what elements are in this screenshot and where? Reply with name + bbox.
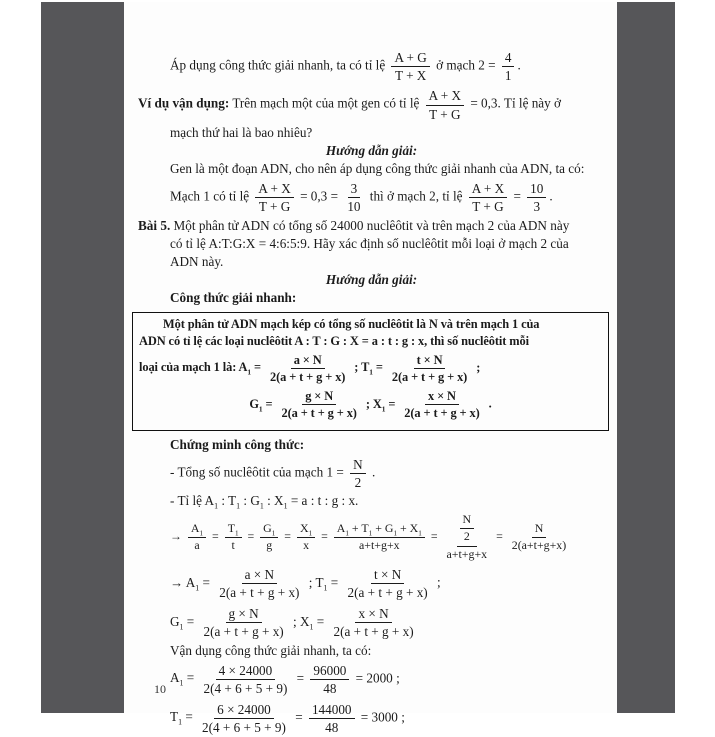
text-run: . bbox=[517, 57, 521, 73]
fraction-numerator: $X_1$ bbox=[297, 522, 315, 538]
fraction bbox=[199, 702, 289, 735]
fraction-denominator: 2(a + t + g + x) bbox=[404, 406, 480, 421]
vi-du-van-dung-line bbox=[138, 86, 605, 123]
text-run: = bbox=[209, 529, 222, 544]
fraction-denominator: 2 bbox=[354, 474, 362, 490]
text-run: Bài 5. bbox=[138, 218, 171, 234]
fraction bbox=[225, 522, 242, 552]
text-line bbox=[138, 643, 605, 660]
proof-label bbox=[138, 437, 605, 454]
page-content bbox=[138, 48, 605, 737]
apply-formula-line bbox=[138, 48, 605, 85]
text-run: Chứng minh công thức: bbox=[170, 436, 305, 452]
fraction-denominator: a+t+g+x bbox=[446, 546, 488, 561]
text-line bbox=[139, 334, 602, 350]
fraction-denominator: 2(a + t + g + x) bbox=[391, 369, 468, 384]
fraction-numerator bbox=[457, 513, 478, 546]
text-run: - Tỉ lệ $A_1$ : $T_1$ : $G_1$ : $X_1 = a$ : t : g : x. bbox=[170, 493, 359, 512]
text-line bbox=[138, 455, 605, 492]
chained-equation-line bbox=[138, 511, 605, 563]
mach-1-ratio-line bbox=[138, 179, 605, 216]
fraction-numerator: t × N bbox=[371, 567, 404, 584]
text-run: $G_1$ = bbox=[249, 396, 276, 414]
fraction bbox=[344, 181, 363, 214]
text-run: = bbox=[510, 188, 525, 204]
text-run: Công thức giải nhanh: bbox=[170, 290, 297, 306]
fraction bbox=[460, 513, 475, 543]
text-run: = bbox=[293, 670, 308, 686]
fraction bbox=[426, 88, 464, 121]
fraction bbox=[255, 181, 293, 214]
fraction bbox=[309, 702, 355, 735]
text-run: ; $X_1$ = bbox=[289, 613, 328, 632]
text-run: Áp dụng công thức giải nhanh, ta có tỉ lệ bbox=[170, 57, 389, 73]
fraction-numerator: N bbox=[350, 457, 366, 474]
fraction bbox=[216, 567, 302, 600]
fraction-denominator: 2(4 + 6 + 5 + 9) bbox=[202, 719, 286, 735]
text-run: = 2000 ; bbox=[352, 670, 400, 686]
fraction-numerator: N bbox=[460, 513, 475, 529]
text-run: Vận dụng công thức giải nhanh, ta có: bbox=[170, 642, 372, 658]
text-line bbox=[139, 351, 602, 387]
fraction-numerator: 96000 bbox=[310, 663, 349, 680]
text-run: Gen là một đoạn ADN, cho nên áp dụng công thức giải nhanh của ADN, ta có: bbox=[170, 161, 585, 177]
text-run: ; bbox=[473, 360, 481, 375]
fraction-denominator: 48 bbox=[323, 680, 337, 696]
text-run: = bbox=[281, 529, 294, 544]
fraction-numerator: a × N bbox=[242, 567, 277, 584]
text-line bbox=[138, 661, 605, 698]
text-run: mạch thứ hai là bao nhiêu? bbox=[170, 125, 313, 141]
fraction bbox=[334, 522, 425, 552]
fraction-denominator: 2(a + t + g + x) bbox=[347, 585, 428, 601]
fraction bbox=[391, 50, 429, 83]
fraction-denominator: g bbox=[266, 537, 273, 552]
text-run: → $A_1$ = bbox=[170, 574, 214, 593]
text-run: có tỉ lệ A:T:G:X = 4:6:5:9. Hãy xác định số nuclêôtit mỗi loại ở mạch 2 của bbox=[170, 236, 569, 252]
section-heading bbox=[138, 143, 605, 160]
fraction-numerator: g × N bbox=[226, 606, 262, 623]
fraction bbox=[297, 522, 315, 552]
text-run: - Tổng số nuclêôtit của mạch 1 = bbox=[170, 464, 348, 480]
text-run: Một phân tử ADN có tổng số 24000 nuclêôtit và trên mạch 2 của ADN này bbox=[170, 218, 570, 234]
text-run: Ví dụ vận dụng: bbox=[138, 96, 230, 112]
fraction-numerator: x × N bbox=[425, 389, 459, 405]
fraction bbox=[260, 522, 278, 552]
fraction-numerator: 3 bbox=[348, 181, 361, 198]
fraction bbox=[401, 389, 482, 421]
fraction bbox=[201, 663, 291, 696]
fraction bbox=[345, 567, 431, 600]
fraction-denominator: a bbox=[194, 537, 200, 552]
fraction bbox=[330, 606, 416, 639]
fraction-denominator: T + G bbox=[429, 106, 461, 122]
fraction-numerator: 10 bbox=[527, 181, 546, 198]
fraction bbox=[502, 50, 515, 83]
fraction-denominator: 10 bbox=[347, 199, 361, 215]
page-number: 10 bbox=[154, 682, 166, 696]
text-run: $A_1$ = bbox=[170, 670, 198, 689]
text-line bbox=[139, 387, 602, 423]
fraction-denominator: t bbox=[231, 537, 235, 552]
fraction-numerator: $A_1$ bbox=[188, 522, 206, 538]
text-line bbox=[138, 161, 605, 178]
fraction-denominator: a+t+g+x bbox=[359, 537, 400, 552]
fraction-denominator: T + G bbox=[258, 199, 291, 215]
text-line bbox=[138, 236, 605, 253]
fraction bbox=[527, 181, 546, 214]
fraction-denominator: 2(a+t+g+x) bbox=[511, 537, 567, 552]
fraction bbox=[509, 522, 569, 552]
fraction-numerator: A + X bbox=[255, 181, 293, 198]
text-run: = bbox=[244, 529, 258, 544]
text-line bbox=[138, 604, 605, 641]
fraction bbox=[310, 663, 349, 696]
fraction bbox=[444, 513, 491, 561]
text-run: = bbox=[318, 529, 331, 544]
fraction bbox=[350, 457, 366, 490]
text-run: = 0,3. Tỉ lệ này ở bbox=[467, 96, 562, 112]
fraction bbox=[201, 606, 287, 639]
text-run: = bbox=[493, 529, 506, 544]
quick-formula-label bbox=[138, 290, 605, 307]
fraction-denominator: x bbox=[303, 537, 310, 552]
text-run: ADN có tỉ lệ các loại nuclêôtit A : T : G : X = a : t : g : x, thì số nuclêôtit mỗi bbox=[139, 333, 529, 348]
fraction-denominator: T + X bbox=[394, 67, 427, 83]
fraction-denominator: T + G bbox=[472, 199, 504, 215]
text-run: . bbox=[549, 188, 553, 204]
fraction-numerator: t × N bbox=[414, 353, 446, 369]
text-line bbox=[138, 565, 605, 602]
fraction-denominator: 48 bbox=[325, 719, 339, 735]
text-run: = bbox=[427, 529, 441, 544]
text-run: → bbox=[170, 529, 185, 544]
text-run: ; $T_1$ = bbox=[305, 574, 342, 593]
fraction-numerator: A + X bbox=[426, 88, 464, 105]
text-run: Trên mạch một của một gen có tỉ lệ bbox=[229, 96, 423, 112]
fraction-denominator: 3 bbox=[533, 199, 541, 215]
fraction-numerator: $G_1$ bbox=[260, 522, 278, 538]
text-run: Mạch 1 có tỉ lệ bbox=[170, 188, 253, 204]
text-run: ở mạch 2 = bbox=[432, 57, 499, 73]
fraction bbox=[267, 353, 348, 385]
fraction-denominator: 2(a + t + g + x) bbox=[281, 406, 357, 421]
text-line bbox=[138, 125, 605, 142]
text-run: = 3000 ; bbox=[357, 709, 405, 725]
text-run: = 0,3 = bbox=[296, 188, 342, 204]
fraction-numerator: 144000 bbox=[309, 702, 355, 719]
text-run: Hướng dẫn giải: bbox=[325, 272, 418, 288]
fraction-numerator: 6 × 24000 bbox=[214, 702, 274, 719]
fraction-denominator: 2 bbox=[463, 529, 470, 544]
text-block bbox=[138, 437, 605, 737]
text-run: loại của mạch 1 là: $A_1$ = bbox=[139, 360, 264, 377]
text-run: ; bbox=[433, 574, 441, 590]
fraction-denominator: 2(a + t + g + x) bbox=[219, 585, 300, 601]
text-run: $G_1$ = bbox=[170, 613, 198, 632]
text-block bbox=[138, 48, 605, 307]
text-line bbox=[138, 700, 605, 737]
fraction-numerator: g × N bbox=[302, 389, 336, 405]
text-run: Một phân tử ADN mạch kép có tổng số nuclêôtit là N và trên mạch 1 của bbox=[163, 316, 540, 331]
fraction-numerator: 4 bbox=[502, 50, 515, 67]
fraction-numerator: $T_1$ bbox=[225, 522, 242, 538]
text-run: $T_1$ = bbox=[170, 709, 197, 727]
fraction bbox=[279, 389, 360, 421]
fraction-denominator: 2(4 + 6 + 5 + 9) bbox=[203, 680, 288, 696]
fraction-numerator: a × N bbox=[291, 353, 325, 369]
fraction-numerator: 4 × 24000 bbox=[216, 663, 276, 680]
fraction bbox=[469, 181, 507, 214]
fraction-numerator: $A_1 + T_1 + G_1 + X_1$ bbox=[334, 522, 425, 538]
fraction-numerator: x × N bbox=[355, 606, 391, 623]
text-run: ; $X_1$ = bbox=[362, 396, 399, 414]
fraction bbox=[389, 353, 470, 385]
text-line bbox=[138, 493, 605, 510]
fraction-denominator: 2(a + t + g + x) bbox=[203, 624, 284, 640]
text-line bbox=[139, 317, 602, 333]
fraction-numerator: A + X bbox=[469, 181, 507, 198]
text-run: = bbox=[291, 709, 306, 725]
text-run: . bbox=[368, 464, 376, 480]
formula-box bbox=[132, 312, 609, 431]
section-heading bbox=[138, 272, 605, 289]
text-run: ADN này. bbox=[170, 254, 224, 270]
photo-background bbox=[41, 2, 675, 735]
fraction-denominator: 2(a + t + g + x) bbox=[269, 369, 346, 384]
fraction-numerator: N bbox=[532, 522, 547, 538]
text-run: . bbox=[485, 396, 492, 411]
bai-5-line bbox=[138, 218, 605, 235]
text-run: thì ở mạch 2, tỉ lệ bbox=[366, 188, 466, 204]
fraction-denominator: 1 bbox=[504, 67, 512, 83]
text-line bbox=[138, 254, 605, 271]
fraction-numerator: A + G bbox=[391, 50, 429, 67]
fraction bbox=[188, 522, 206, 552]
text-run: ; $T_1$ = bbox=[351, 360, 386, 377]
document-page bbox=[124, 2, 617, 735]
fraction-denominator: 2(a + t + g + x) bbox=[333, 624, 414, 640]
text-run: Hướng dẫn giải: bbox=[325, 143, 418, 159]
